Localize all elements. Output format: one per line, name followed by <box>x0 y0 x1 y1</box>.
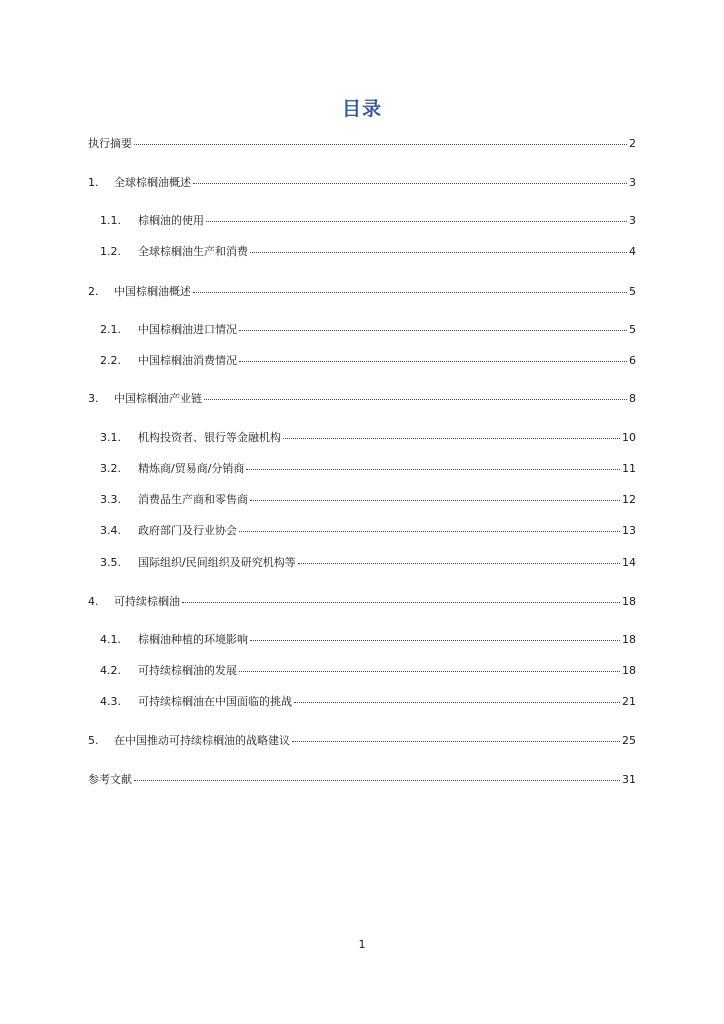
toc-entry-page: 3 <box>629 214 636 227</box>
toc-entry-number: 4.1. <box>100 633 121 646</box>
toc-entry-text: 机构投资者、银行等金融机构 <box>138 431 281 444</box>
toc-entry-number: 3.4. <box>100 524 121 537</box>
toc-entry-text: 中国棕榈油产业链 <box>114 392 202 405</box>
toc-entry-section-1[interactable] <box>88 176 636 190</box>
toc-entry-page: 25 <box>622 734 636 747</box>
toc-entry-number: 4. <box>88 595 99 608</box>
toc-entry-number: 2.1. <box>100 323 121 336</box>
toc-entry-text: 全球棕榈油生产和消费 <box>138 245 248 258</box>
toc-entry-page: 6 <box>629 354 636 367</box>
toc-entry-section-3-2[interactable] <box>100 462 636 476</box>
toc-entry-number: 3.2. <box>100 462 121 475</box>
toc-entry-number: 2.2. <box>100 354 121 367</box>
toc-entry-section-1-1[interactable] <box>100 214 636 228</box>
toc-entry-number: 4.3. <box>100 695 121 708</box>
toc-entry-number: 1. <box>88 176 99 189</box>
toc-entry-section-3[interactable] <box>88 392 636 406</box>
toc-entry-number: 3.5. <box>100 556 121 569</box>
toc-entry-text: 全球棕榈油概述 <box>114 176 191 189</box>
toc-entry-page: 18 <box>622 664 636 677</box>
toc-entry-references[interactable] <box>88 773 636 787</box>
toc-entry-text: 棕榈油种植的环境影响 <box>138 633 248 646</box>
toc-entry-page: 8 <box>629 392 636 405</box>
toc-entry-section-3-1[interactable] <box>100 431 636 445</box>
toc-leader <box>250 640 620 641</box>
toc-entry-number: 3. <box>88 392 99 405</box>
toc-leader <box>193 183 627 184</box>
toc-entry-page: 12 <box>622 493 636 506</box>
toc-leader <box>193 292 627 293</box>
toc-entry-section-4-3[interactable] <box>100 695 636 709</box>
toc-entry-section-3-5[interactable] <box>100 556 636 570</box>
toc-entry-section-3-4[interactable] <box>100 524 636 538</box>
toc-entry-page: 13 <box>622 524 636 537</box>
toc-entry-page: 3 <box>629 176 636 189</box>
toc-entry-number: 3.1. <box>100 431 121 444</box>
toc-entry-text: 中国棕榈油概述 <box>114 285 191 298</box>
toc-entry-text: 中国棕榈油消费情况 <box>138 354 237 367</box>
toc-leader <box>182 602 620 603</box>
toc-entry-page: 2 <box>629 137 636 150</box>
toc-entry-text: 消费品生产商和零售商 <box>138 493 248 506</box>
toc-leader <box>298 563 620 564</box>
toc-entry-number: 1.2. <box>100 245 121 258</box>
toc-leader <box>292 741 620 742</box>
toc-entry-text: 可持续棕榈油在中国面临的挑战 <box>138 695 292 708</box>
toc-title: 目录 <box>341 98 382 120</box>
toc-leader <box>239 361 627 362</box>
toc-entry-section-4[interactable] <box>88 595 636 609</box>
toc-entry-text: 中国棕榈油进口情况 <box>138 323 237 336</box>
toc-leader <box>250 500 620 501</box>
toc-entry-page: 18 <box>622 633 636 646</box>
toc-entry-section-2[interactable] <box>88 285 636 299</box>
toc-entry-page: 31 <box>622 773 636 786</box>
toc-entry-page: 14 <box>622 556 636 569</box>
toc-entry-number: 2. <box>88 285 99 298</box>
toc-leader <box>239 531 620 532</box>
toc-entry-section-1-2[interactable] <box>100 245 636 259</box>
toc-entry-page: 5 <box>629 285 636 298</box>
toc-entry-text: 棕榈油的使用 <box>138 214 204 227</box>
toc-leader <box>239 330 627 331</box>
toc-entry-section-3-3[interactable] <box>100 493 636 507</box>
toc-leader <box>134 144 627 145</box>
toc-entry-page: 5 <box>629 323 636 336</box>
toc-entry-page: 18 <box>622 595 636 608</box>
toc-entry-text: 在中国推动可持续棕榈油的战略建议 <box>114 734 290 747</box>
toc-entry-section-2-1[interactable] <box>100 323 636 337</box>
toc-leader <box>283 438 620 439</box>
toc-entry-text: 政府部门及行业协会 <box>138 524 237 537</box>
toc-entry-page: 4 <box>629 245 636 258</box>
toc-entry-executive-summary[interactable] <box>88 137 636 151</box>
toc-leader <box>250 252 627 253</box>
toc-entry-text: 精炼商/贸易商/分销商 <box>138 462 245 475</box>
toc-leader <box>239 671 620 672</box>
page-number: 1 <box>358 938 366 951</box>
toc-entry-page: 21 <box>622 695 636 708</box>
toc-entry-number: 3.3. <box>100 493 121 506</box>
toc-entry-page: 11 <box>622 462 636 475</box>
toc-entry-text: 可持续棕榈油 <box>114 595 180 608</box>
toc-leader <box>204 399 627 400</box>
toc-entry-text: 参考文献 <box>88 773 132 786</box>
toc-entry-text: 国际组织/民间组织及研究机构等 <box>138 556 296 569</box>
toc-entry-number: 5. <box>88 734 99 747</box>
toc-entry-number: 1.1. <box>100 214 121 227</box>
toc-entry-section-4-2[interactable] <box>100 664 636 678</box>
toc-entry-text: 执行摘要 <box>88 137 132 150</box>
toc-entry-number: 4.2. <box>100 664 121 677</box>
toc-leader <box>246 469 620 470</box>
toc-entry-section-5[interactable] <box>88 734 636 748</box>
toc-entry-text: 可持续棕榈油的发展 <box>138 664 237 677</box>
toc-leader <box>206 221 627 222</box>
toc-entry-page: 10 <box>622 431 636 444</box>
toc-leader <box>294 702 620 703</box>
toc-leader <box>134 780 620 781</box>
toc-entry-section-4-1[interactable] <box>100 633 636 647</box>
toc-entry-section-2-2[interactable] <box>100 354 636 368</box>
